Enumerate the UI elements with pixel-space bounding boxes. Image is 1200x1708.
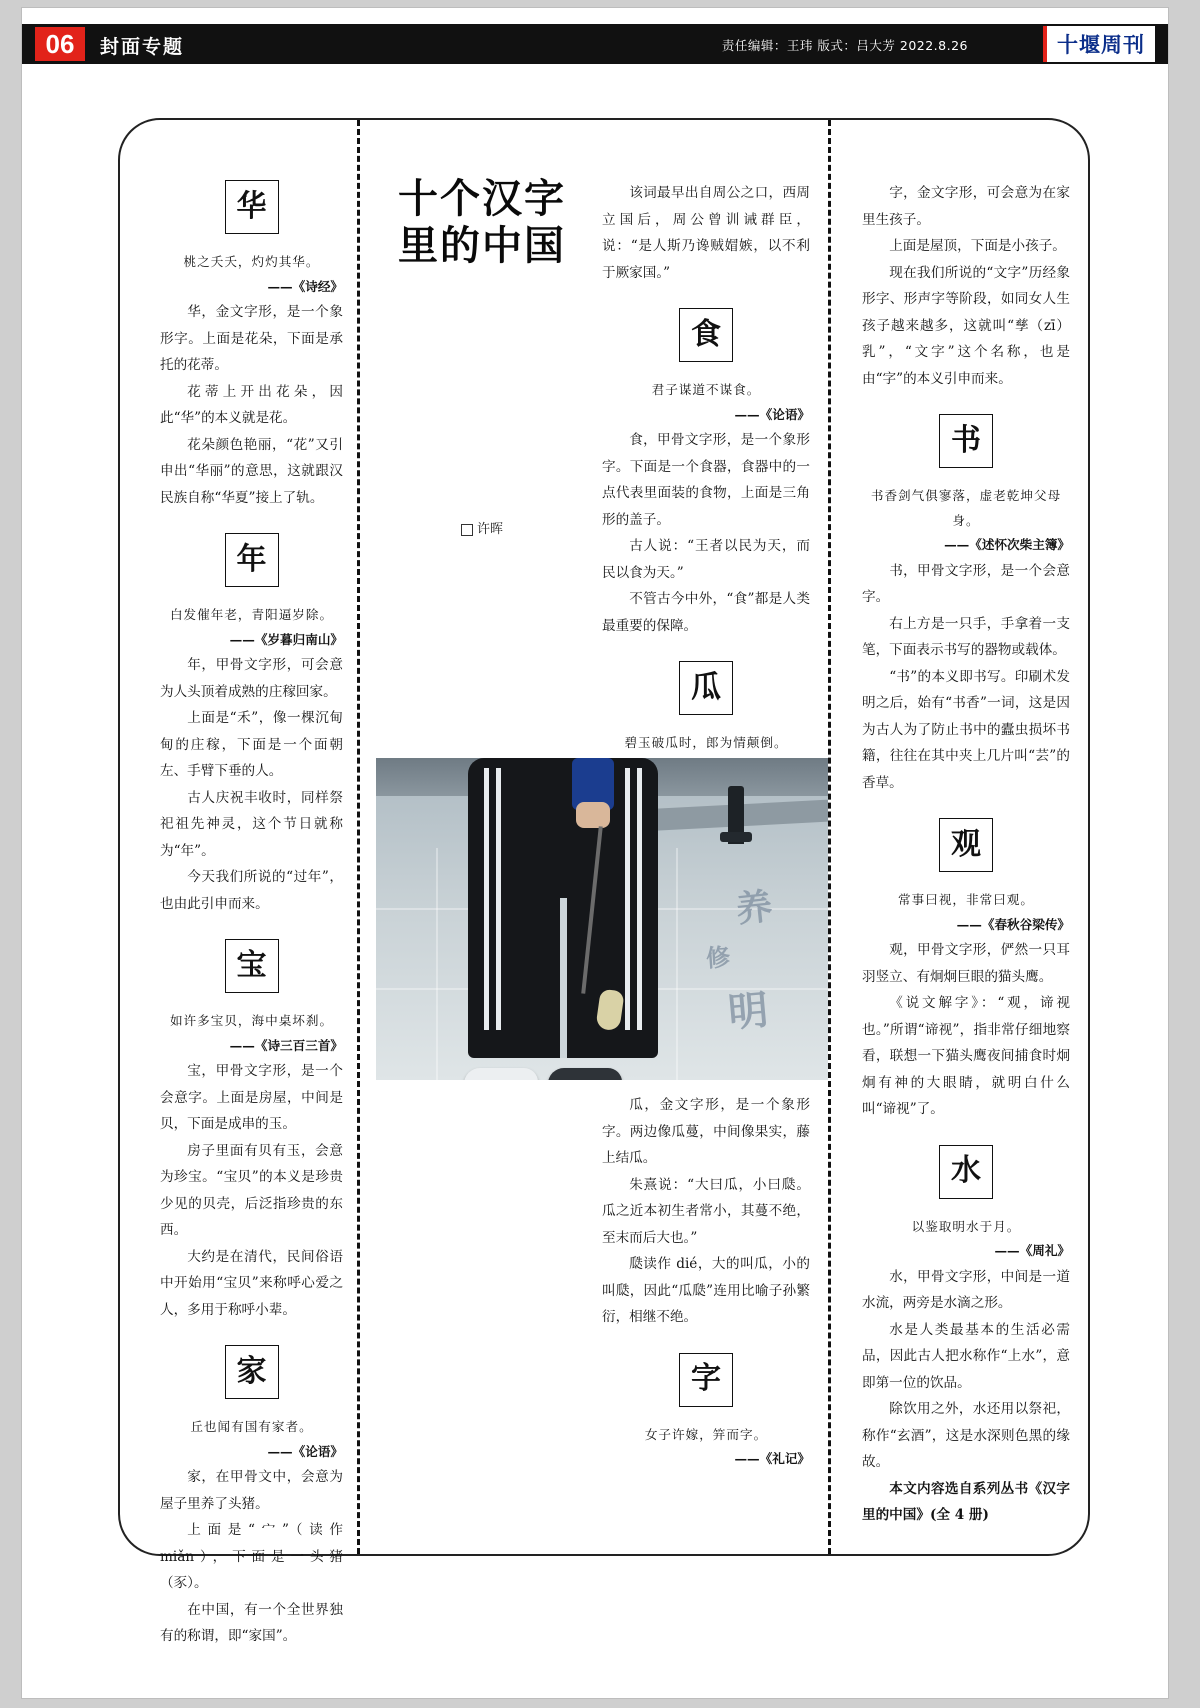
column-divider-1 xyxy=(357,120,360,1554)
glyph-zi: 字 xyxy=(679,1353,733,1407)
gua-para-2: 朱熹说：“大曰瓜，小曰瓞。瓜之近本初生者常小，其蔓不绝，至末而后大也。” xyxy=(602,1176,810,1246)
shui-poem: 以鉴取明水于月。 xyxy=(911,1218,1021,1234)
glyph-shi: 食 xyxy=(679,308,733,362)
hua-source: ——《诗经》 xyxy=(267,278,343,294)
column-center-right xyxy=(602,180,810,780)
shi-para-1: 食，甲骨文字形，是一个象形字。下面是一个食器，食器中的一点代表里面装的食物，上面是三角形的盖子。 xyxy=(602,432,810,528)
bao-poem: 如许多宝贝，海中桌坏刹。 xyxy=(169,1013,334,1029)
glyph-shui-wrap xyxy=(862,1145,1070,1209)
bao-para-3: 大约是在清代，民间俗语中开始用“宝贝”来称呼心爱之人，多用于称呼小辈。 xyxy=(160,1248,343,1318)
gua-poem: 碧玉破瓜时，郎为情颠倒。 xyxy=(624,735,788,751)
publication-brand: 十堰周刊 xyxy=(1043,26,1155,62)
section-title: 封面专题 xyxy=(100,36,185,58)
shi-poem: 君子谋道不谋食。 xyxy=(651,382,761,397)
jia-poem: 丘也闻有国有家者。 xyxy=(190,1419,313,1435)
glyph-shu-wrap xyxy=(862,414,1070,478)
glyph-guan-wrap xyxy=(862,818,1070,882)
zi-top-para: 该词最早出自周公之口，西周立国后，周公曾训诫群臣，说：“是人斯乃谗贼媢嫉，以不利于厥家国。” xyxy=(602,185,810,281)
glyph-gua: 瓜 xyxy=(679,661,733,715)
nian-para-4: 今天我们所说的“过年”，也由此引申而来。 xyxy=(160,869,343,912)
shui-para-1: 水，甲骨文字形，中间是一道水流，两旁是水滴之形。 xyxy=(862,1268,1070,1312)
glyph-bao: 宝 xyxy=(225,939,279,993)
hua-poem: 桃之夭夭，灼灼其华。 xyxy=(183,254,320,269)
jia-para-2: 上面是“宀”（读作 miǎn），下面是一头猪（豕）。 xyxy=(160,1522,343,1592)
photo-stripe xyxy=(496,768,501,1030)
nian-para-1: 年，甲骨文字形，可会意为人头顶着成熟的庄稼回家。 xyxy=(160,657,343,700)
glyph-hua-wrap xyxy=(160,180,343,244)
glyph-zi-wrap xyxy=(602,1353,810,1417)
zi-poem: 女子许嫁，笄而字。 xyxy=(644,1426,768,1442)
zi-para-2: 上面是屋顶，下面是小孩子。 xyxy=(889,238,1066,254)
column-right xyxy=(862,180,1070,1529)
shu-poem: 书香剑气俱寥落，虚老乾坤父母身。 xyxy=(870,488,1062,528)
glyph-shu: 书 xyxy=(939,414,993,468)
photo-paving-line-4 xyxy=(436,848,438,1080)
glyph-guan: 观 xyxy=(939,818,993,872)
column-left xyxy=(160,180,343,1650)
shu-source: ——《述怀次柴主簿》 xyxy=(944,537,1070,553)
zi-source: ——《礼记》 xyxy=(734,1451,810,1467)
shi-para-3: 不管古今中外，“食”都是人类最重要的保障。 xyxy=(602,591,810,634)
column-divider-2 xyxy=(828,120,831,1554)
photo-water-char-2: 修 xyxy=(705,942,732,973)
photo-person-legs xyxy=(468,758,658,1058)
guan-para-1: 观，甲骨文字形，俨然一只耳羽竖立、有炯炯巨眼的猫头鹰。 xyxy=(862,942,1070,985)
photo-shoe-right xyxy=(548,1068,622,1080)
photo-stripe xyxy=(637,768,642,1030)
byline-box-icon xyxy=(461,524,473,536)
shui-para-3: 除饮用之外，水还用以祭祀，称作“玄酒”，这是水深则色黑的缘故。 xyxy=(862,1401,1070,1471)
photo-water-char-3: 明 xyxy=(726,986,771,1037)
guan-para-2: 《说文解字》：“观，谛视也。”所谓“谛视”，指非常仔细地察看，联想一下猫头鹰夜间捕食时炯炯有神的大眼睛，就明白什么叫“谛视”了。 xyxy=(862,995,1070,1118)
photo-stripe xyxy=(484,768,489,1030)
shu-para-1: 书，甲骨文字形，是一个会意字。 xyxy=(862,562,1070,606)
jia-para-3: 在中国，有一个全世界独有的称谓，即“家国”。 xyxy=(160,1601,343,1645)
glyph-shi-wrap xyxy=(602,308,810,372)
bao-para-2: 房子里面有贝有玉，会意为珍宝。“宝贝”的本义是珍贵少见的贝壳，后泛指珍贵的东西。 xyxy=(160,1142,343,1239)
gua-para-3: 瓞读作 dié，大的叫瓜，小的叫瓞，因此“瓜瓞”连用比喻子孙繁衍，相继不绝。 xyxy=(602,1256,810,1325)
article-photo xyxy=(376,758,828,1080)
article-title xyxy=(392,175,572,269)
page-header xyxy=(22,24,1168,70)
shi-para-2: 古人说：“王者以民为天，而民以食为天。” xyxy=(602,538,810,581)
nian-para-2: 上面是“禾”，像一棵沉甸甸的庄稼，下面是一个面朝左、手臂下垂的人。 xyxy=(160,710,343,780)
glyph-bao-wrap xyxy=(160,939,343,1003)
photo-paving-line-3 xyxy=(676,848,678,1080)
jia-source: ——《论语》 xyxy=(267,1443,343,1459)
zi-para-3: 现在我们所说的“文字”历经象形字、形声字等阶段，如同女人生孩子越来越多，这就叫“孳（zī）乳”，“文字”这个名称，也是由“字”的本义引申而来。 xyxy=(862,264,1070,387)
column-center-right-lower xyxy=(602,1092,810,1472)
photo-bollard xyxy=(728,786,744,844)
photo-legs-split xyxy=(560,898,567,1058)
shui-source: ——《周礼》 xyxy=(994,1243,1070,1259)
photo-person-hand xyxy=(576,802,610,828)
hua-para-2: 花蒂上开出花朵，因此“华”的本义就是花。 xyxy=(160,383,343,427)
glyph-jia: 家 xyxy=(225,1345,279,1399)
guan-poem: 常事曰视，非常曰观。 xyxy=(898,892,1034,908)
glyph-jia-wrap xyxy=(160,1345,343,1409)
guan-source: ——《春秋谷梁传》 xyxy=(956,916,1070,932)
header-credits: 责任编辑：王玮 版式：吕大芳 2022.8.26 xyxy=(721,38,968,53)
glyph-nian: 年 xyxy=(225,533,279,587)
article-title-text: 十个汉字里的中国 xyxy=(398,175,566,270)
photo-water-char-1: 养 xyxy=(734,885,775,931)
nian-poem: 白发催年老，青阳逼岁除。 xyxy=(169,607,334,623)
photo-stripe xyxy=(625,768,630,1030)
nian-para-3: 古人庆祝丰收时，同样祭祀祖先神灵，这个节日就称为“年”。 xyxy=(160,789,343,859)
hua-para-3: 花朵颜色艳丽，“花”又引申出“华丽”的意思，这就跟汉民族自称“华夏”接上了轨。 xyxy=(160,436,343,506)
shi-source: ——《论语》 xyxy=(734,406,810,422)
page-number-badge: 06 xyxy=(35,27,85,61)
nian-source: ——《岁暮归南山》 xyxy=(229,631,343,647)
gua-para-1: 瓜，金文字形，是一个象形字。两边像瓜蔓，中间像果实，藤上结瓜。 xyxy=(602,1097,810,1166)
glyph-nian-wrap xyxy=(160,533,343,597)
glyph-gua-wrap xyxy=(602,661,810,725)
jia-para-1: 家，在甲骨文中，会意为屋子里养了头猪。 xyxy=(160,1469,343,1512)
byline-author: 许晖 xyxy=(476,522,503,537)
glyph-hua: 华 xyxy=(225,180,279,234)
photo-shoe-left xyxy=(464,1068,538,1080)
article-byline xyxy=(392,520,572,541)
shui-para-2: 水是人类最基本的生活必需品，因此古人把水称作“上水”，意即第一位的饮品。 xyxy=(862,1321,1070,1391)
shu-para-3: “书”的本义即书写。印刷术发明之后，始有“书香”一词，这是因为古人为了防止书中的蠹虫损坏书籍，往往在其中夹上几片叫“芸”的香草。 xyxy=(862,668,1070,791)
bao-source: ——《诗三百三首》 xyxy=(229,1037,343,1053)
article-endnote: 本文内容选自系列丛书《汉字里的中国》(全 4 册) xyxy=(862,1480,1070,1524)
glyph-shui: 水 xyxy=(939,1145,993,1199)
bao-para-1: 宝，甲骨文字形，是一个会意字。上面是房屋，中间是贝，下面是成串的玉。 xyxy=(160,1063,343,1133)
hua-para-1: 华，金文字形，是一个象形字。上面是花朵，下面是承托的花蒂。 xyxy=(160,304,343,374)
header-bar xyxy=(22,24,1168,64)
shu-para-2: 右上方是一只手，手拿着一支笔，下面表示书写的器物或载体。 xyxy=(862,615,1070,659)
zi-para-1: 字，金文字形，可会意为在家里生孩子。 xyxy=(862,185,1070,228)
